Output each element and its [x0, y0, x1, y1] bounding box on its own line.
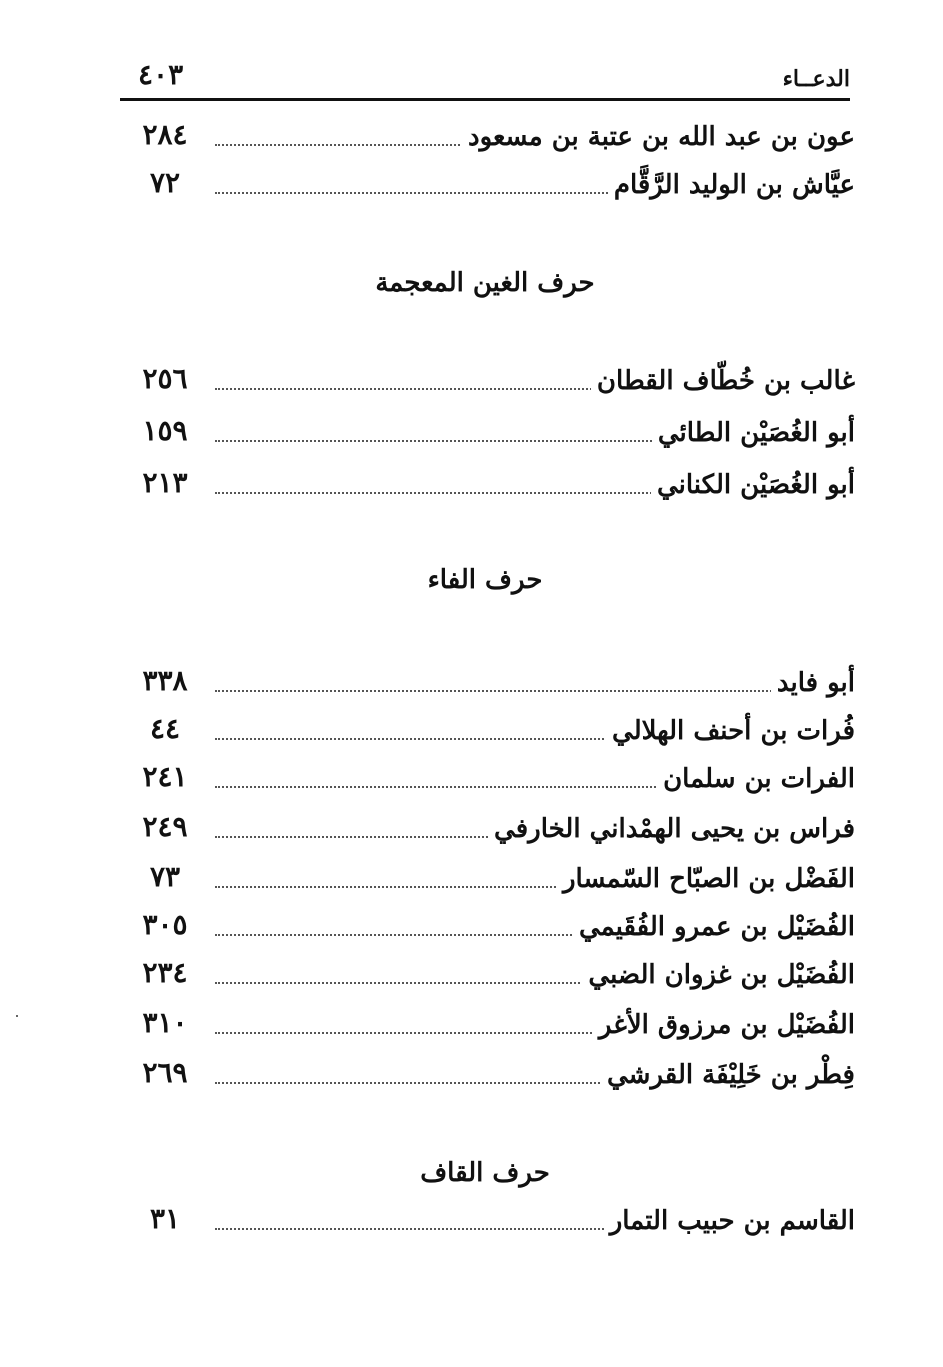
entry-name: غالب بن خُطّاف القطان: [591, 366, 855, 396]
index-entry: [120, 414, 855, 458]
entry-name: أبو الغُصَيْن الطائي: [652, 418, 855, 448]
entry-page-number: ٧٢: [149, 166, 181, 199]
entry-name: فِطْر بن خَلِيْفَة القرشي: [601, 1060, 855, 1090]
index-entry: [120, 760, 855, 804]
entry-page-number: ٢٨٤: [142, 118, 188, 151]
entry-name: فراس بن يحيى الهمْداني الخارفي: [488, 814, 855, 844]
entry-name: فُرات بن أحنف الهلالي: [606, 716, 855, 746]
scan-speck: [16, 1015, 18, 1017]
entry-page-number: ٣١: [149, 1202, 181, 1235]
entry-page-number: ٤٤: [149, 712, 181, 745]
page-header: [120, 58, 850, 101]
index-entry: [120, 712, 855, 756]
entry-name: عيَّاش بن الوليد الرَّقَّام: [608, 170, 855, 200]
index-entry: [120, 362, 855, 406]
entry-page-number: ٢٤١: [142, 760, 188, 793]
entry-name: أبو الغُصَيْن الكناني: [651, 470, 855, 500]
index-entry: [120, 118, 855, 162]
index-entry: [120, 664, 855, 708]
entry-page-number: ٢٦٩: [142, 1056, 188, 1089]
entry-page-number: ٧٣: [149, 860, 181, 893]
entry-page-number: ٢١٣: [142, 466, 188, 499]
entry-name: عون بن عبد الله بن عتبة بن مسعود: [462, 122, 855, 152]
entry-page-number: ٢٣٤: [142, 956, 188, 989]
section-heading-ghain: حرف الغين المعجمة: [375, 268, 595, 298]
index-entry: [120, 466, 855, 510]
entry-page-number: ٢٤٩: [142, 810, 188, 843]
section-heading-qaf: حرف القاف: [420, 1158, 550, 1188]
entry-page-number: ٣٠٥: [142, 908, 188, 941]
entry-name: الفُضَيْل بن مرزوق الأغر: [593, 1010, 855, 1040]
index-entry: [120, 810, 855, 854]
running-title: الدعــاء: [782, 66, 850, 92]
index-entry: [120, 1202, 855, 1246]
index-entry: [120, 1006, 855, 1050]
entry-name: الفرات بن سلمان: [657, 764, 855, 794]
section-heading-fa: حرف الفاء: [427, 565, 543, 595]
leader-dots: [215, 690, 855, 692]
entry-name: الفُضَيْل بن غزوان الضبي: [582, 960, 855, 990]
page-number: ٤٠٣: [138, 58, 184, 91]
index-entry: [120, 956, 855, 1000]
index-entry: [120, 166, 855, 210]
index-entry: [120, 860, 855, 904]
entry-name: الفُضَيْل بن عمرو الفُقَيمي: [573, 912, 855, 942]
entry-page-number: ٣١٠: [142, 1006, 188, 1039]
entry-page-number: ٣٣٨: [142, 664, 188, 697]
index-entry: [120, 908, 855, 952]
entry-page-number: ٢٥٦: [142, 362, 188, 395]
entry-name: أبو فايد: [771, 668, 855, 698]
entry-page-number: ١٥٩: [142, 414, 188, 447]
index-entry: [120, 1056, 855, 1100]
entry-name: الفَضْل بن الصبّاح السّمسار: [557, 864, 855, 894]
entry-name: القاسم بن حبيب التمار: [604, 1206, 855, 1236]
